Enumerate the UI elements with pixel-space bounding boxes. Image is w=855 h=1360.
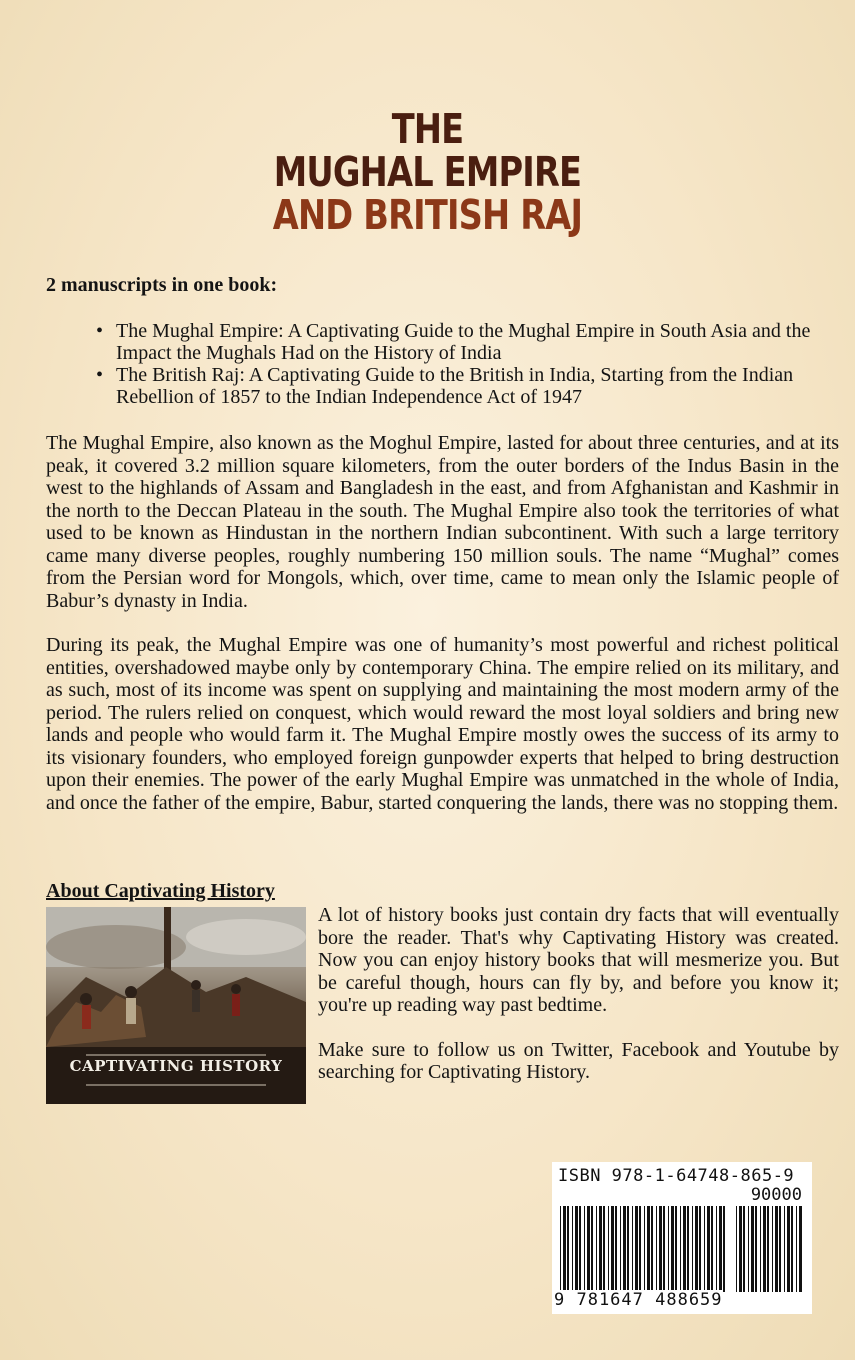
isbn-barcode bbox=[552, 1162, 812, 1314]
barcode-bar bbox=[719, 1206, 722, 1292]
barcode-bar bbox=[675, 1206, 677, 1292]
manuscript-item-text: The Mughal Empire: A Captivating Guide to the Mughal Empire in South Asia and the Impact the Mughals Had on the History of India bbox=[116, 320, 811, 364]
barcode-bar bbox=[644, 1206, 645, 1292]
barcode-bar bbox=[656, 1206, 657, 1292]
barcode-bar bbox=[760, 1206, 761, 1292]
barcode-bar bbox=[591, 1206, 593, 1292]
barcode-bar bbox=[743, 1206, 745, 1292]
barcode-bar bbox=[683, 1206, 686, 1292]
barcode-bar bbox=[603, 1206, 605, 1292]
barcode-bar bbox=[579, 1206, 581, 1292]
barcode-bar bbox=[767, 1206, 769, 1292]
barcode-bar bbox=[671, 1206, 674, 1292]
barcode-bar bbox=[560, 1206, 561, 1292]
barcode-bar bbox=[775, 1206, 778, 1292]
barcode-bar bbox=[651, 1206, 653, 1292]
isbn-number: ISBN 978-1-64748-865-9 bbox=[558, 1166, 795, 1186]
barcode-bar bbox=[615, 1206, 617, 1292]
about-heading: About Captivating History bbox=[46, 880, 275, 902]
barcode-bar bbox=[799, 1206, 802, 1292]
manuscript-item bbox=[96, 364, 846, 408]
barcode-bars bbox=[558, 1206, 728, 1302]
barcode-bar bbox=[723, 1206, 725, 1292]
barcode-bar bbox=[779, 1206, 781, 1292]
barcode-bar bbox=[755, 1206, 757, 1292]
captivating-history-logo-image bbox=[46, 907, 306, 1104]
barcode-bar bbox=[587, 1206, 590, 1292]
barcode-bar bbox=[632, 1206, 633, 1292]
barcode-bar bbox=[635, 1206, 638, 1292]
manuscript-item-text: The British Raj: A Captivating Guide to the British in India, Starting from the Indian Rebellion of 1857 to the Indian Independence Act of 1947 bbox=[116, 364, 794, 408]
barcode-bar bbox=[791, 1206, 793, 1292]
barcode-bar bbox=[567, 1206, 569, 1292]
barcode-bar bbox=[620, 1206, 621, 1292]
barcode-bar bbox=[647, 1206, 650, 1292]
book-title bbox=[77, 105, 778, 239]
barcode-bar bbox=[596, 1206, 597, 1292]
barcode-bar bbox=[695, 1206, 698, 1292]
manuscript-item bbox=[96, 320, 846, 364]
barcode-bar bbox=[627, 1206, 629, 1292]
barcode-digits: 9 781647 488659 bbox=[554, 1290, 723, 1310]
barcode-bar bbox=[704, 1206, 705, 1292]
barcode-bar bbox=[711, 1206, 713, 1292]
barcode-bar bbox=[772, 1206, 773, 1292]
barcode-bar bbox=[663, 1206, 665, 1292]
price-code: 90000 bbox=[750, 1185, 802, 1205]
manuscript-list bbox=[96, 320, 846, 408]
barcode-bar bbox=[739, 1206, 742, 1292]
barcode-bar bbox=[668, 1206, 669, 1292]
barcode-addon-bars bbox=[734, 1206, 806, 1302]
title-line-mughal-empire: MUGHAL EMPIRE bbox=[273, 148, 582, 196]
title-line-british-raj: AND BRITISH RAJ bbox=[272, 191, 583, 239]
barcode-bar bbox=[748, 1206, 749, 1292]
barcode-bar bbox=[608, 1206, 609, 1292]
barcode-bar bbox=[584, 1206, 585, 1292]
description-paragraph-1: The Mughal Empire, also known as the Moghul Empire, lasted for about three centuries, and at its peak, it covered 3.2 million square kilometers, from the outer borders of the Indus Basin in the west to the highlands of Assam and Bangladesh in the east, and from Afghanistan and Kashmir in the north to the Deccan Plateau in the south. The Mughal Empire also took the territories of what used to be known as Hindustan in the northern Indian subcontinent. With such a large territory came many diverse peoples, roughly numbering 150 million souls. The name “Mughal” comes from the Persian word for Mongols, which, over time, came to mean only the Islamic people of Babur’s dynasty in India. bbox=[46, 432, 839, 612]
barcode-bar bbox=[611, 1206, 614, 1292]
barcode-bar bbox=[707, 1206, 710, 1292]
barcode-bar bbox=[575, 1206, 578, 1292]
barcode-bar bbox=[639, 1206, 641, 1292]
barcode-bar bbox=[787, 1206, 790, 1292]
manuscripts-intro: 2 manuscripts in one book: bbox=[46, 274, 278, 296]
about-text bbox=[318, 904, 839, 1106]
barcode-bar bbox=[599, 1206, 602, 1292]
barcode-bar bbox=[623, 1206, 626, 1292]
barcode-bar bbox=[692, 1206, 693, 1292]
barcode-bar bbox=[687, 1206, 689, 1292]
barcode-bar bbox=[716, 1206, 717, 1292]
barcode-bar bbox=[763, 1206, 766, 1292]
bullet-icon: • bbox=[96, 320, 104, 342]
bullet-icon: • bbox=[96, 364, 104, 386]
description-paragraph-2: During its peak, the Mughal Empire was one of humanity’s most powerful and richest political entities, overshadowed maybe only by contemporary China. The empire relied on its military, and as such, most of its income was spent on supplying and maintaining the most modern army of the period. The rulers relied on conquest, which would reward the most loyal soldiers and bring new lands and people who would farm it. The Mughal Empire mostly owes the success of its army to its visionary founders, who employed foreign gunpowder experts that helped to bring destruction upon their enemies. The power of the early Mughal Empire was unmatched in the whole of India, and once the father of the empire, Babur, started conquering the lands, there was no stopping them. bbox=[46, 634, 839, 814]
image-banner-text: CAPTIVATING HISTORY bbox=[69, 1057, 283, 1075]
about-paragraph-2: Make sure to follow us on Twitter, Facebook and Youtube by searching for Captivating History. bbox=[318, 1038, 839, 1083]
barcode-bar bbox=[699, 1206, 701, 1292]
barcode-bar bbox=[796, 1206, 797, 1292]
barcode-bar bbox=[736, 1206, 737, 1292]
about-paragraph-1: A lot of history books just contain dry facts that will eventually bore the reader. That's why Captivating History was created. Now you can enjoy history books that will mesmerize you. But be careful though, hours can fly by, and before you know it; you're up reading way past bedtime. bbox=[318, 904, 839, 1016]
title-line-the: THE bbox=[391, 105, 464, 153]
barcode-bar bbox=[563, 1206, 566, 1292]
barcode-bar bbox=[751, 1206, 754, 1292]
barcode-bar bbox=[659, 1206, 662, 1292]
barcode-bar bbox=[572, 1206, 573, 1292]
barcode-bar bbox=[680, 1206, 681, 1292]
barcode-bar bbox=[784, 1206, 785, 1292]
